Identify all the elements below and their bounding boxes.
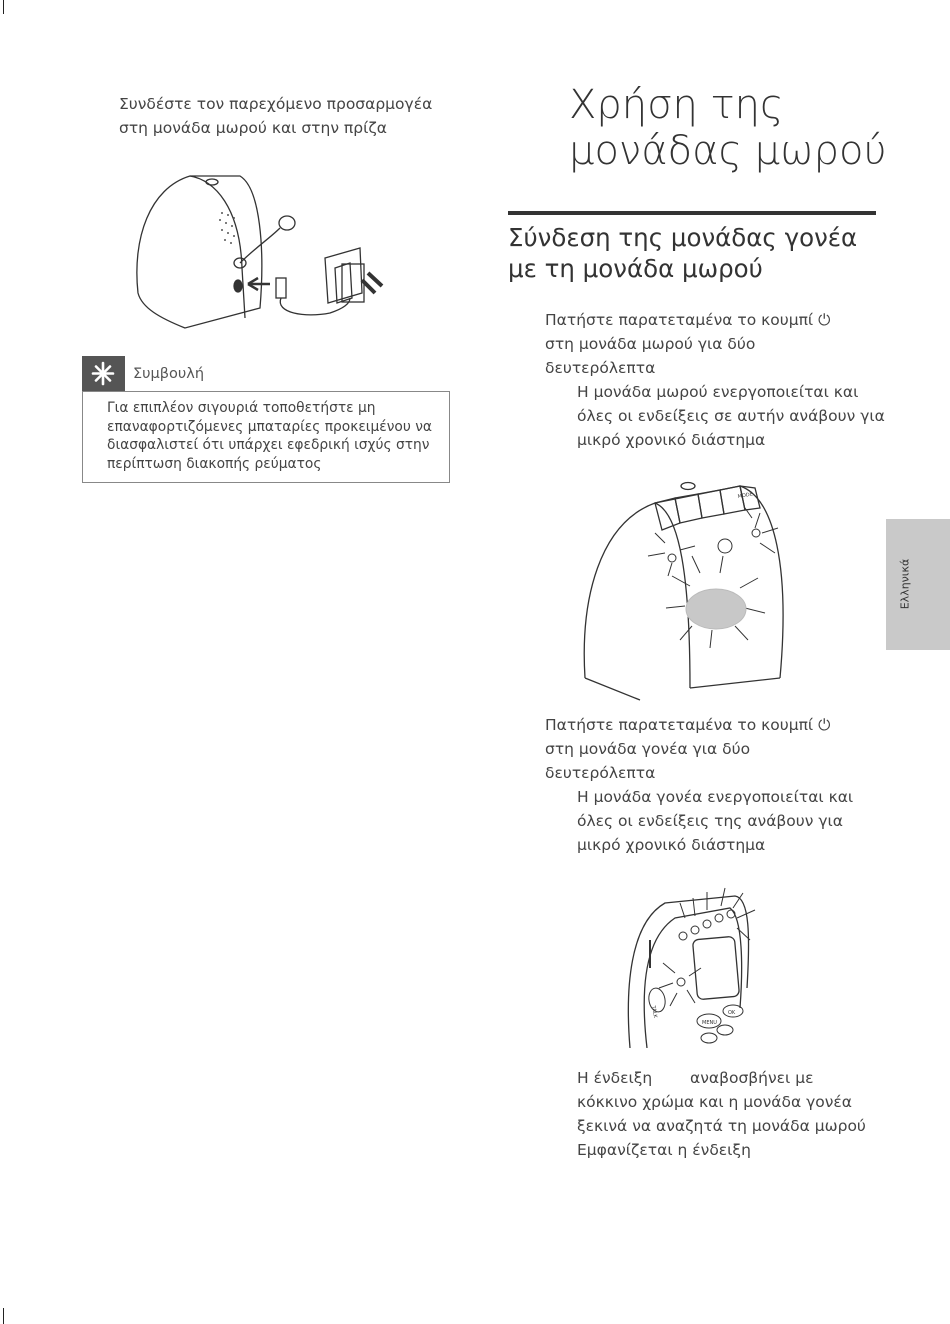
parent-menu-label: MENU: [702, 1020, 717, 1026]
tip-label: Συμβουλή: [133, 366, 205, 382]
tip-icon: [82, 356, 125, 391]
language-tab: [886, 519, 950, 650]
step1-instruction: Πατήστε παρατεταμένα το κουμπί ⏻ στη μονάδα μωρού για δύο δευτερόλεπτα: [545, 311, 831, 377]
page-title-line-1: Χρήση της: [569, 82, 784, 128]
step1-result: Η μονάδα μωρού ενεργοποιείται και όλες οι ενδείξεις σε αυτήν ανάβουν για μικρό χρονικό διάστημα: [577, 383, 885, 449]
baby-mode-label: MODE: [737, 491, 754, 500]
step2-result: Η μονάδα γονέα ενεργοποιείται και όλες οι ενδείξεις της ανάβουν για μικρό χρονικό διάστημα: [577, 788, 854, 854]
step3-result-part1: Η ένδειξη: [577, 1069, 653, 1087]
page-title: [569, 82, 887, 174]
baby-unit-illustration: [580, 478, 805, 703]
parent-talk-label: TALK: [650, 1005, 659, 1019]
step3-result-part3: κόκκινο χρώμα και η μονάδα γονέα ξεκινά να αναζητά τη μονάδα μωρού: [577, 1093, 866, 1135]
page-title-line-2: μονάδας μωρού: [569, 128, 887, 174]
adapter-connection-illustration: [130, 168, 390, 338]
parent-unit-illustration: [625, 878, 765, 1048]
adapter-instruction: Συνδέστε τον παρεχόμενο προσαρμογέα στη μονάδα μωρού και στην πρίζα: [119, 95, 433, 137]
section-title: Σύνδεση της μονάδας γονέα με τη μονάδα μωρού: [508, 223, 858, 283]
section-rule: [508, 211, 876, 215]
crop-mark-bottom: [3, 1308, 4, 1324]
language-tab-label: Ελληνικά: [898, 558, 912, 610]
parent-ok-label: OK: [728, 1010, 736, 1016]
tip-text: Για επιπλέον σιγουριά τοποθετήστε μη επαναφορτιζόμενες μπαταρίες προκειμένου να διασφαλιστεί ότι υπάρχει εφεδρική ισχύς στην περίπτωση διακοπής ρεύματος: [107, 400, 433, 472]
crop-mark-top: [3, 0, 4, 14]
step3-result-part4: Εμφανίζεται η ένδειξη: [577, 1141, 751, 1159]
step2-instruction: Πατήστε παρατεταμένα το κουμπί ⏻ στη μονάδα γονέα για δύο δευτερόλεπτα: [545, 716, 831, 782]
step3-result-part2: αναβοσβήνει με: [690, 1069, 814, 1087]
